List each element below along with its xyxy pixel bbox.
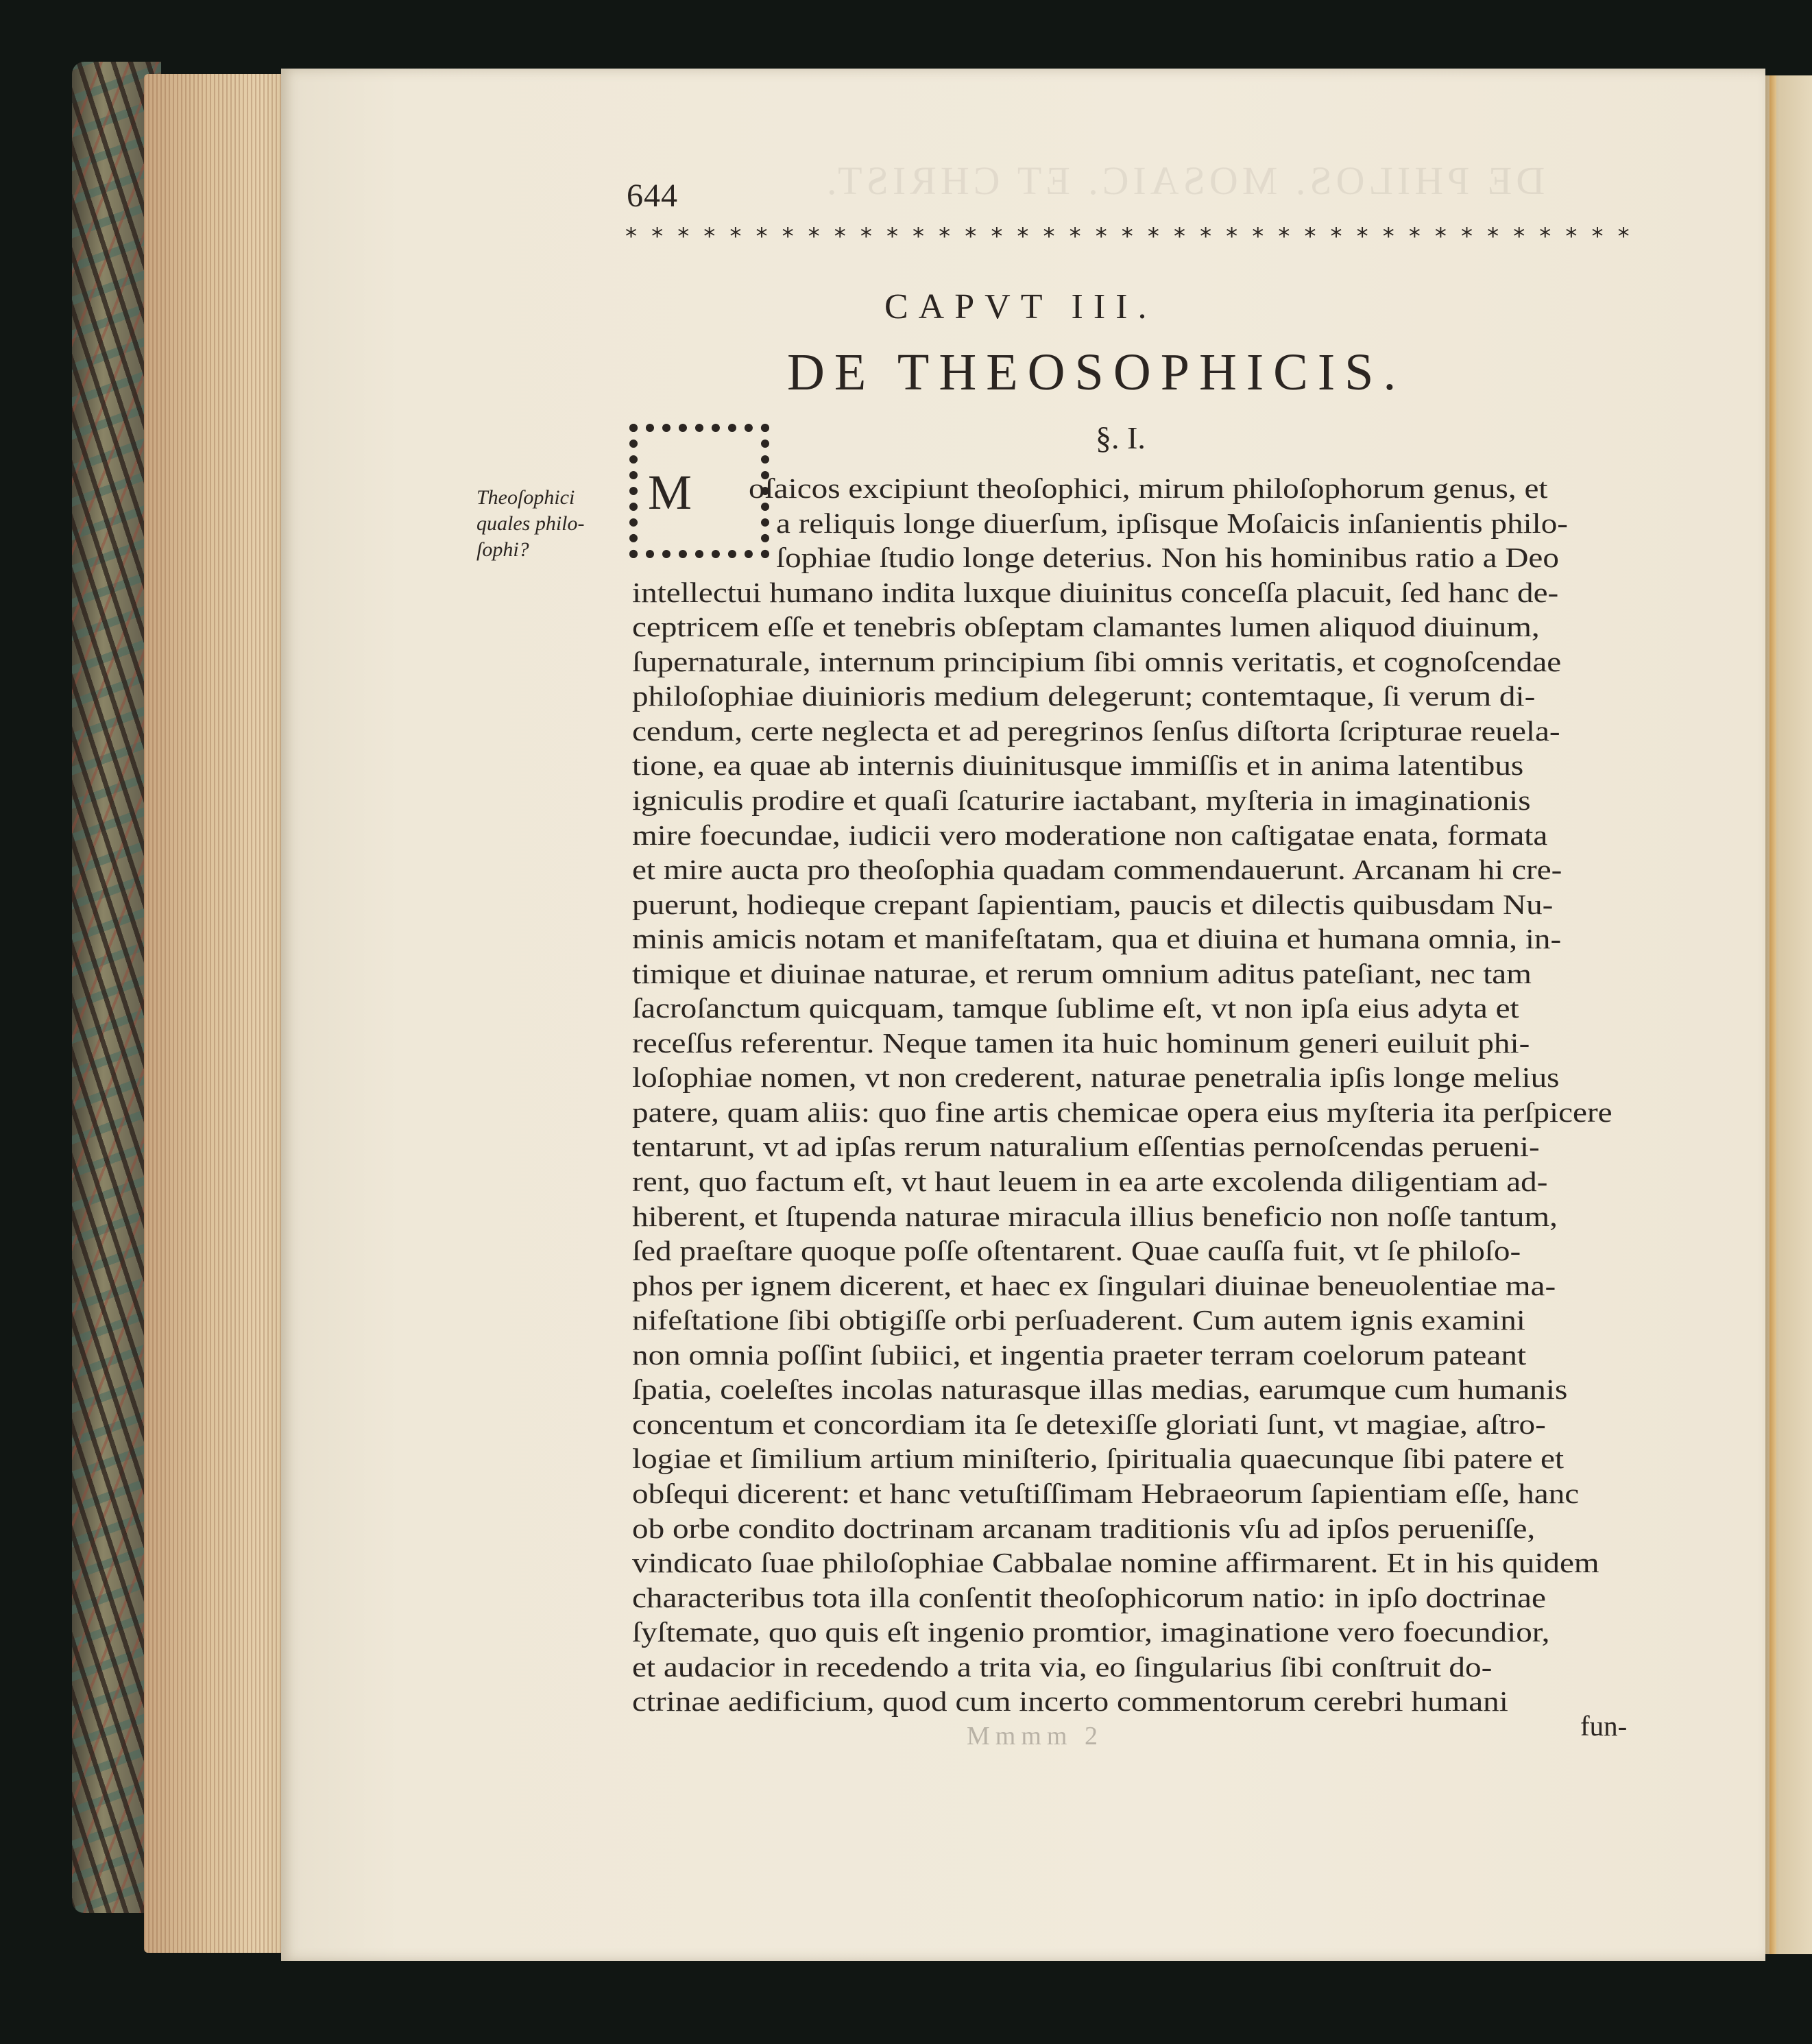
body-line: timique et diuinae naturae, et rerum omnium aditus pateſiant, nec tam — [632, 957, 1532, 989]
body-line: a reliquis longe diuerſum, ipſisque Moſaicis inſanientis philo- — [776, 507, 1568, 539]
body-line: hiberent, et ſtupenda naturae miracula illius beneficio non noſſe tantum, — [632, 1200, 1558, 1232]
marginal-note-line: ſophi? — [476, 538, 529, 561]
body-line: concentum et concordiam ita ſe detexiſſe gloriati ſunt, vt magiae, aſtro- — [632, 1408, 1546, 1440]
body-line: cendum, certe neglecta et ad peregrinos ſenſus diſtorta ſcripturae reuela- — [632, 714, 1560, 747]
facing-page-edge — [1765, 75, 1812, 1954]
star-ornament: * — [1200, 223, 1212, 250]
star-ornament: * — [1617, 223, 1630, 250]
body-line: oſaicos excipiunt theoſophici, mirum philoſophorum genus, et — [749, 472, 1548, 504]
star-ornament: * — [1591, 223, 1604, 250]
star-ornament: * — [677, 223, 690, 250]
star-rule — [625, 223, 1630, 250]
body-line: et mire aucta pro theoſophia quadam commendauerunt. Arcanam hi cre- — [632, 854, 1562, 886]
star-ornament: * — [729, 223, 742, 250]
body-line: rent, quo factum eſt, vt haut leuem in ea arte excolenda diligentiam ad- — [632, 1166, 1548, 1197]
body-line: logiae et ſimilium artium miniſterio, ſpiritualia quaecunque ſibi patere et — [632, 1443, 1565, 1475]
star-ornament: * — [1252, 223, 1264, 250]
star-ornament: * — [1356, 223, 1368, 250]
body-line: ſpatia, coeleſtes incolas naturasque illas medias, earumque cum humanis — [632, 1373, 1568, 1406]
star-ornament: * — [1226, 223, 1238, 250]
body-line: ſacroſanctum quicquam, tamque ſublime eſt, vt non ipſa eius adyta et — [632, 992, 1519, 1024]
body-line: vindicato ſuae philoſophiae Cabbalae nomine affirmarent. Et in his quidem — [632, 1547, 1599, 1579]
star-ornament: * — [1565, 223, 1578, 250]
star-ornament: * — [703, 223, 716, 250]
star-ornament: * — [1382, 223, 1394, 250]
star-ornament: * — [965, 223, 977, 250]
body-line: ctrinae aedificium, quod cum incerto commentorum cerebri humani — [632, 1685, 1508, 1718]
star-ornament: * — [1173, 223, 1185, 250]
body-line: ſyſtemate, quo quis eſt ingenio promtior, imaginatione vero foecundior, — [632, 1616, 1550, 1648]
body-line: loſophiae nomen, vt non crederent, naturae penetralia ipſis longe melius — [632, 1061, 1560, 1094]
star-ornament: * — [625, 223, 637, 250]
marginal-note-line: Theoſophici — [476, 486, 575, 509]
star-ornament: * — [834, 223, 846, 250]
star-ornament: * — [886, 223, 898, 250]
star-ornament: * — [1513, 223, 1525, 250]
body-line: ſed praeſtare quoque poſſe oſtentarent. Quae cauſſa fuit, vt ſe philoſo- — [632, 1235, 1521, 1267]
body-line: phos per ignem dicerent, et haec ex ſingulari diuinae beneuolentiae ma- — [632, 1269, 1556, 1301]
body-line: et audacior in recedendo a trita via, eo ſingularius ſibi conſtruit do- — [632, 1650, 1493, 1683]
body-line: minis amicis notam et manifeſtatam, qua et diuina et humana omnia, in- — [632, 923, 1562, 955]
star-ornament: * — [1434, 223, 1447, 250]
body-line: nifeſtatione ſibi obtigiſſe orbi perſuaderent. Cum autem ignis examini — [632, 1304, 1525, 1336]
body-line: receſſus referentur. Neque tamen ita huic hominum generi euiluit phi- — [632, 1026, 1530, 1059]
star-ornament: * — [860, 223, 872, 250]
star-ornament: * — [939, 223, 951, 250]
star-ornament: * — [1330, 223, 1342, 250]
star-ornament: * — [1121, 223, 1133, 250]
star-ornament: * — [991, 223, 1003, 250]
star-ornament: * — [1408, 223, 1421, 250]
body-line: igniculis prodire et quaſi ſcaturire iactabant, myſteria in imaginationis — [632, 784, 1531, 816]
star-ornament: * — [1069, 223, 1081, 250]
page-number: 644 — [627, 178, 678, 214]
body-line: obſequi dicerent: et hanc vetuſtiſſimam Hebraeorum ſapientiam eſſe, hanc — [632, 1477, 1580, 1509]
marginal-note — [476, 485, 614, 563]
star-ornament: * — [1461, 223, 1473, 250]
catchword: fun- — [1580, 1710, 1628, 1742]
star-ornament: * — [782, 223, 794, 250]
star-ornament: * — [913, 223, 925, 250]
star-ornament: * — [651, 223, 664, 250]
body-line: puerunt, hodieque crepant ſapientiam, paucis et dilectis quibusdam Nu- — [632, 888, 1554, 920]
star-ornament: * — [1487, 223, 1499, 250]
star-ornament: * — [1147, 223, 1159, 250]
body-line: ſupernaturale, internum principium ſibi omnis veritatis, et cognoſcendae — [632, 645, 1562, 677]
body-line: patere, quam aliis: quo fine artis chemicae opera eius myſteria ita perſpicere — [632, 1096, 1612, 1128]
show-through-text: DE PHILOS. MOSAIC. ET CHRIST. — [823, 158, 1545, 203]
decorative-initial-letter: M — [648, 465, 692, 520]
body-line: ob orbe condito doctrinam arcanam traditionis vſu ad ipſos perueniſſe, — [632, 1512, 1536, 1544]
star-ornament: * — [1539, 223, 1551, 250]
section-mark: §. I. — [1096, 420, 1146, 455]
body-line: non omnia poſſint ſubiici, et ingentia praeter terram coelorum pateant — [632, 1338, 1527, 1371]
chapter-heading: CAPVT III. — [884, 287, 1157, 326]
page-edges — [144, 74, 291, 1953]
body-line: tentarunt, vt ad ipſas rerum naturalium eſſentias pernoſcendas perueni- — [632, 1131, 1540, 1163]
star-ornament: * — [1095, 223, 1107, 250]
marginal-note-line: quales philo- — [476, 512, 585, 535]
body-line: intellectui humano indita luxque diuinitus conceſſa placuit, ſed hanc de- — [632, 576, 1559, 608]
star-ornament: * — [1043, 223, 1055, 250]
star-ornament: * — [756, 223, 768, 250]
body-line: characteribus tota illa conſentit theoſophicorum natio: in ipſo doctrinae — [632, 1581, 1546, 1613]
body-line: ceptricem eſſe et tenebris obſeptam clamantes lumen aliquod diuinum, — [632, 611, 1540, 643]
star-ornament: * — [1304, 223, 1316, 250]
star-ornament: * — [808, 223, 820, 250]
chapter-title: DE THEOSOPHICIS. — [787, 344, 1406, 401]
body-line: ſophiae ſtudio longe deterius. Non his hominibus ratio a Deo — [776, 542, 1559, 574]
body-line: philoſophiae diuinioris medium delegerunt; contemtaque, ſi verum di- — [632, 680, 1536, 712]
body-line: tione, ea quae ab internis diuinitusque immiſſis et in anima latentibus — [632, 749, 1524, 782]
body-line: mire foecundae, iudicii vero moderatione non caſtigatae enata, formata — [632, 819, 1548, 851]
signature-mark: Mmmm 2 — [967, 1722, 1103, 1751]
star-ornament: * — [1278, 223, 1290, 250]
star-ornament: * — [1017, 223, 1029, 250]
